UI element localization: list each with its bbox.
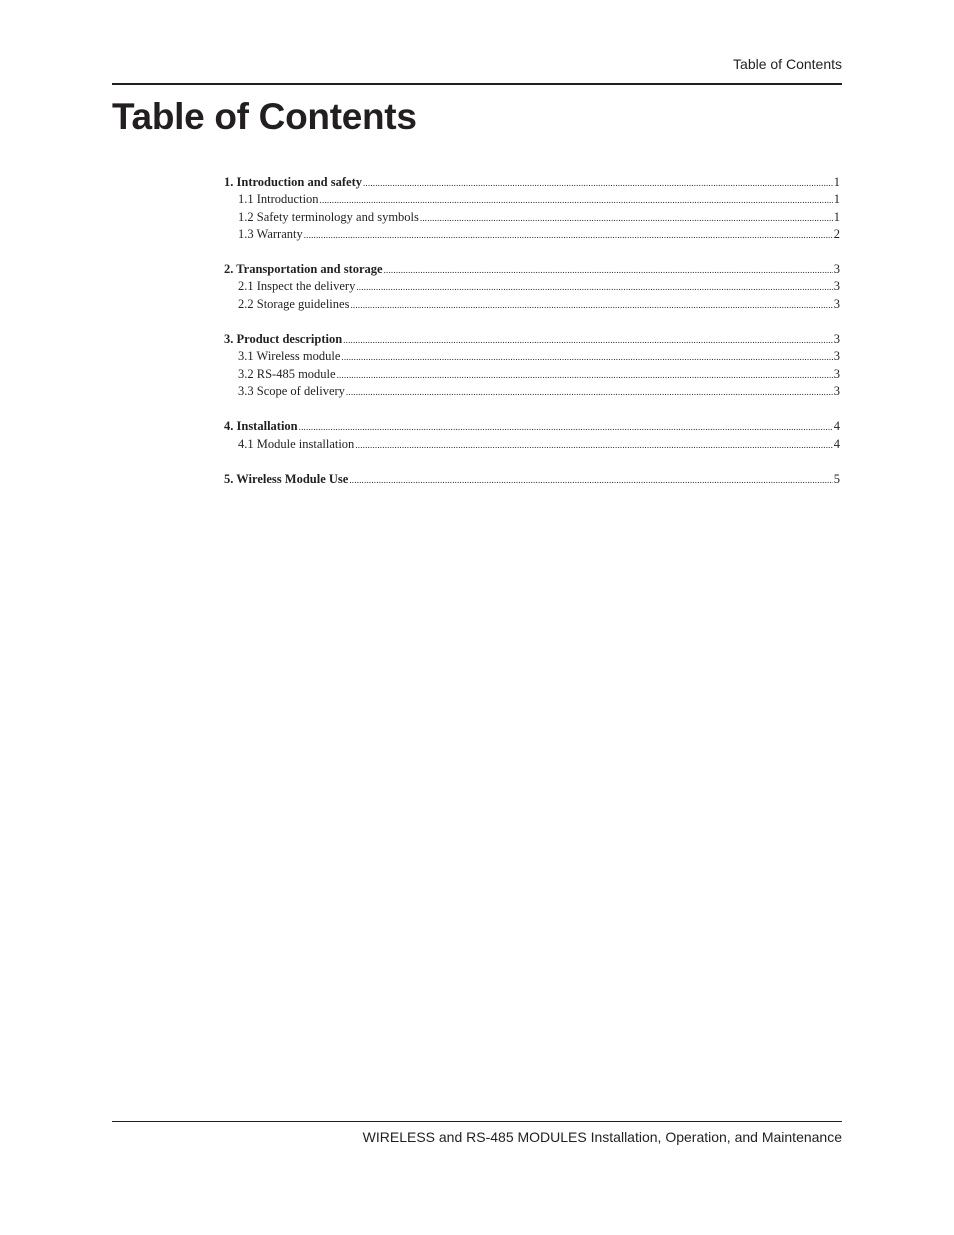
toc-leader-dots — [384, 262, 833, 279]
toc-entry-label: 1.3 Warranty — [238, 226, 303, 241]
toc-section-5 — [224, 471, 840, 488]
toc-page-number: 3 — [833, 349, 840, 364]
running-header: Table of Contents — [733, 56, 842, 72]
toc-page-number: 1 — [833, 175, 840, 189]
toc-page-number: 3 — [833, 383, 840, 398]
toc-leader-dots — [349, 472, 832, 489]
toc-subentry[interactable] — [224, 296, 840, 313]
toc-entry-label: 3.3 Scope of delivery — [238, 383, 345, 398]
toc-section-2 — [224, 261, 840, 313]
toc-entry-label: 1.1 Introduction — [238, 192, 319, 207]
toc-entry-label: 2.2 Storage guidelines — [238, 296, 350, 311]
toc-leader-dots — [355, 437, 832, 454]
toc-page-number: 2 — [833, 226, 840, 241]
toc-subentry[interactable] — [224, 209, 840, 226]
table-of-contents — [224, 174, 840, 506]
toc-entry-label: 2.1 Inspect the delivery — [238, 279, 356, 294]
toc-page-number: 1 — [833, 209, 840, 224]
toc-entry[interactable] — [224, 174, 840, 191]
toc-entry-label: 3.1 Wireless module — [238, 349, 341, 364]
toc-entry[interactable] — [224, 331, 840, 348]
toc-entry-label: 1.2 Safety terminology and symbols — [238, 209, 419, 224]
toc-entry[interactable] — [224, 418, 840, 435]
running-footer: WIRELESS and RS-485 MODULES Installation, Operation, and Maintenance — [362, 1129, 842, 1145]
footer-rule — [112, 1121, 842, 1122]
toc-entry-label: 1. Introduction and safety — [224, 175, 362, 189]
toc-section-1 — [224, 174, 840, 243]
page-title: Table of Contents — [112, 96, 417, 137]
toc-subentry[interactable] — [224, 383, 840, 400]
toc-page-number: 3 — [833, 279, 840, 294]
toc-subentry[interactable] — [224, 226, 840, 243]
toc-subentry[interactable] — [224, 366, 840, 383]
toc-subentry[interactable] — [224, 191, 840, 208]
toc-entry[interactable] — [224, 471, 840, 488]
toc-leader-dots — [356, 279, 832, 296]
toc-entry-label: 3. Product description — [224, 332, 343, 347]
toc-leader-dots — [299, 419, 833, 436]
toc-page-number: 3 — [833, 262, 840, 277]
toc-leader-dots — [420, 210, 833, 227]
toc-page-number: 3 — [833, 332, 840, 347]
toc-entry-label: 2. Transportation and storage — [224, 262, 383, 277]
toc-subentry[interactable] — [224, 348, 840, 365]
toc-leader-dots — [350, 297, 832, 314]
toc-subentry[interactable] — [224, 436, 840, 453]
toc-page-number: 4 — [833, 419, 840, 434]
toc-page-number: 1 — [833, 192, 840, 207]
toc-page-number: 3 — [833, 296, 840, 311]
toc-section-3 — [224, 331, 840, 400]
toc-leader-dots — [337, 367, 833, 384]
toc-entry[interactable] — [224, 261, 840, 278]
toc-leader-dots — [343, 332, 833, 349]
header-rule — [112, 83, 842, 85]
toc-subentry[interactable] — [224, 278, 840, 295]
toc-leader-dots — [341, 349, 832, 366]
toc-page-number: 3 — [833, 366, 840, 381]
toc-section-4 — [224, 418, 840, 453]
toc-entry-label: 4. Installation — [224, 419, 298, 434]
toc-leader-dots — [363, 175, 833, 192]
toc-page-number: 4 — [833, 436, 840, 451]
toc-page-number: 5 — [833, 471, 840, 486]
toc-leader-dots — [346, 384, 833, 401]
toc-leader-dots — [320, 192, 833, 209]
toc-entry-label: 4.1 Module installation — [238, 436, 355, 451]
toc-leader-dots — [304, 227, 833, 244]
toc-entry-label: 5. Wireless Module Use — [224, 471, 349, 486]
toc-entry-label: 3.2 RS-485 module — [238, 366, 336, 381]
